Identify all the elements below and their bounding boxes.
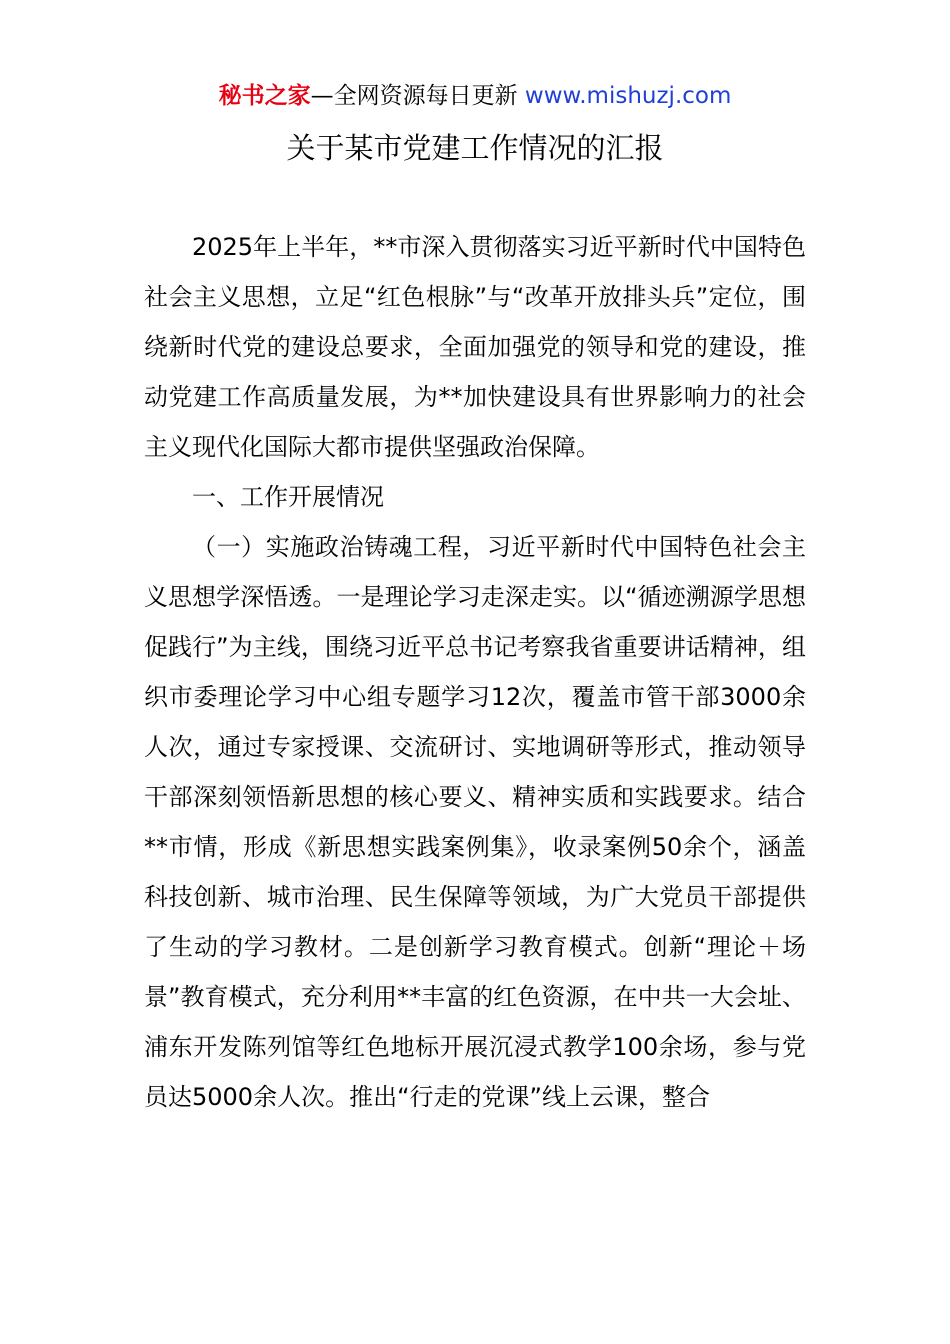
intro-paragraph: 2025年上半年，**市深入贯彻落实习近平新时代中国特色社会主义思想，立足“红色根脉”与“改革开放排头兵”定位，围绕新时代党的建设总要求，全面加强党的领导和党的建设，推动党建工作高质量发展，为**加快建设具有世界影响力的社会主义现代化国际大都市提供坚强政治保障。 — [144, 233, 806, 461]
site-url-link[interactable]: www.mishuzj.com — [524, 83, 732, 109]
header-tagline: —全网资源每日更新 — [310, 83, 525, 109]
document-title: 关于某市党建工作情况的汇报 — [286, 131, 664, 165]
section-paragraph: （一）实施政治铸魂工程，习近平新时代中国特色社会主义思想学深悟透。一是理论学习走深走实。以“循迹溯源学思想促践行”为主线，围绕习近平总书记考察我省重要讲话精神，组织市委理论学习中心组专题学习12次，覆盖市管干部3000余人次，通过专家授课、交流研讨、实地调研等形式，推动领导干部深刻领悟新思想的核心要义、精神实质和实践要求。结合**市情，形成《新思想实践案例集》，收录案例50余个，涵盖科技创新、城市治理、民生保障等领域，为广大党员干部提供了生动的学习教材。二是创新学习教育模式。创新“理论＋场景”教育模式，充分利用**丰富的红色资源，在中共一大会址、浦东开发陈列馆等红色地标开展沉浸式教学100余场，参与党员达5000余人次。推出“行走的党课”线上云课，整合 — [144, 533, 806, 1111]
section-heading: 一、工作开展情况 — [192, 483, 384, 511]
brand-name: 秘书之家 — [218, 83, 311, 109]
document-body — [144, 222, 806, 1122]
site-header — [0, 80, 950, 112]
